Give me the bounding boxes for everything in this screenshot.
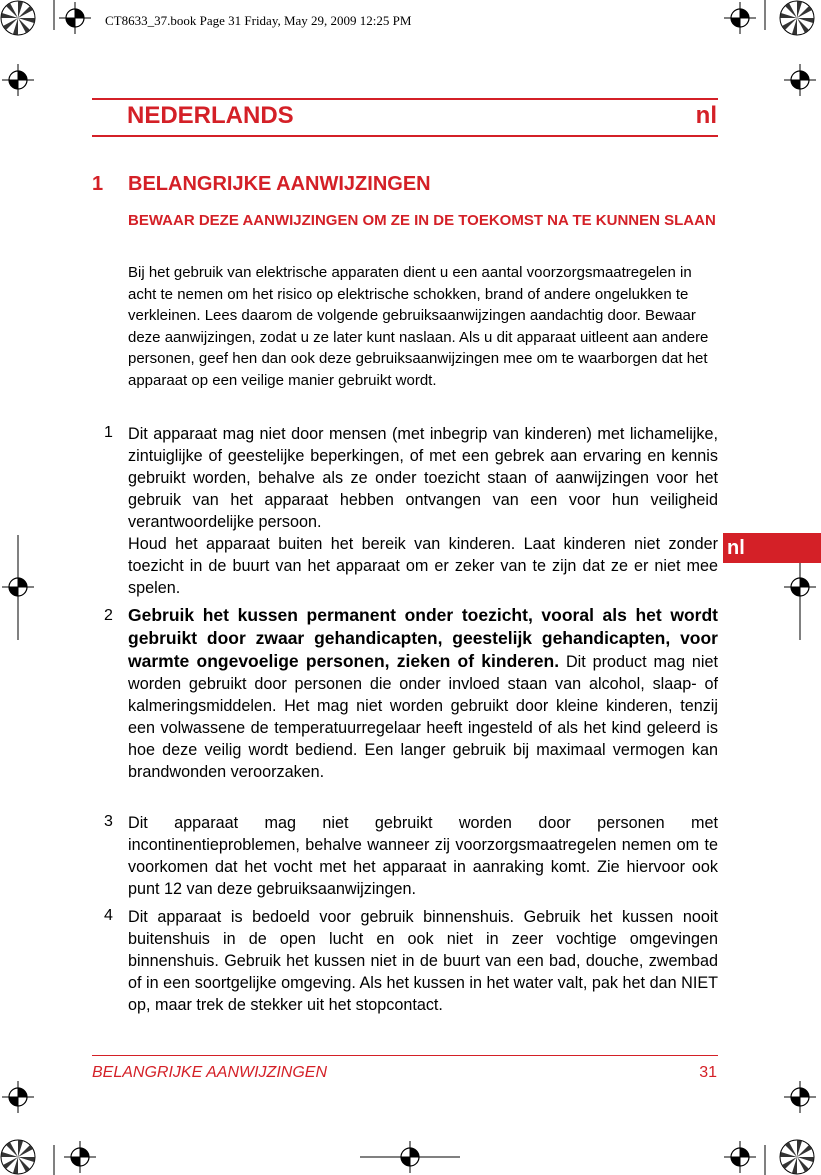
item-text: Dit apparaat mag niet gebruikt worden door personen met incontinentieproblemen, behalve wanneer zij voorzorgsmaatregelen nemen om te voorkomen dat het vocht met het apparaat in aanraking komt. Zie hiervoor ook punt 12 van deze gebruiksaanwijzingen. xyxy=(128,814,718,898)
print-slug: CT8633_37.book Page 31 Friday, May 29, 2009 12:25 PM xyxy=(105,13,412,28)
header-rule-bottom xyxy=(92,135,718,137)
registration-mark-icon xyxy=(2,64,34,96)
star-target-icon xyxy=(1,1140,35,1174)
footer-rule xyxy=(92,1055,718,1056)
item-number: 1 xyxy=(104,424,113,441)
section-number: 1 xyxy=(92,173,104,195)
list-item xyxy=(128,906,718,1016)
registration-mark-icon xyxy=(784,1081,816,1113)
list-item xyxy=(128,604,718,783)
section-title: BELANGRIJKE AANWIJZINGEN xyxy=(128,173,431,195)
item-number: 4 xyxy=(104,907,113,924)
list-item xyxy=(128,812,718,900)
list-item xyxy=(128,423,718,599)
star-target-icon xyxy=(780,1140,814,1174)
item-text: Dit product mag niet worden gebruikt door personen die onder invloed staan van alcohol, slaap- of kalmeringsmiddelen. Het mag niet worden gebruikt door kleine kinderen, tenzij een volwassene de temperatuurregelaar heeft ingesteld of als het kind geleerd is hoe deze veilig wordt bediend. Een langer gebruik bij maximaal vermogen kan brandwonden veroorzaken. xyxy=(128,653,719,781)
item-bold-lead: Gebruik het kussen permanent onder toezicht, vooral als het wordt gebruikt door zwaar gehandicapten, geestelijk gehandicapten, voor warmte ongevoelige personen, zieken of kinderen. xyxy=(128,605,718,671)
intro-paragraph: Bij het gebruik van elektrische apparaten dient u een aantal voorzorgsmaatregelen in acht te nemen om het risico op elektrische schokken, brand of andere ongelukken te verkleinen. Lees daarom de volgende gebruiksaanwijzingen aandachtig door. Bewaar deze aanwijzingen, zodat u ze later kunt naslaan. Als u dit apparaat uitleent aan andere personen, geef hen dan ook deze gebruiksaanwijzingen mee om te waarborgen dat het apparaat op een veilige manier gebruikt wordt. xyxy=(128,264,709,389)
registration-mark-icon xyxy=(724,1141,756,1173)
item-text: Dit apparaat mag niet door mensen (met inbegrip van kinderen) met lichamelijke, zintuiglijke of geestelijke beperkingen, of met een gebrek aan ervaring en kennis gebruikt worden, behalve als ze onder toezicht staan of aanwijzingen voor het gebruik van het apparaat hebben ontvangen van een voor hun veiligheid verantwoordelijke persoon. xyxy=(128,425,718,531)
registration-mark-icon xyxy=(59,2,91,34)
footer-section-title: BELANGRIJKE AANWIJZINGEN xyxy=(92,1064,327,1081)
item-number: 2 xyxy=(104,607,113,624)
item-text: Houd het apparaat buiten het bereik van kinderen. Laat kinderen niet zonder toezicht in de buurt van het apparaat om er zeker van te zijn dat ze er niet mee spelen. xyxy=(128,535,718,597)
page-number: 31 xyxy=(699,1064,717,1081)
header-language-code: nl xyxy=(695,102,717,129)
language-side-tab: nl xyxy=(723,533,821,563)
section-subheading: BEWAAR DEZE AANWIJZINGEN OM ZE IN DE TOEKOMST NA TE KUNNEN SLAAN xyxy=(128,212,716,229)
registration-mark-icon xyxy=(784,64,816,96)
header-rule-top xyxy=(92,98,718,100)
star-target-icon xyxy=(1,1,35,35)
registration-mark-icon xyxy=(2,1081,34,1113)
item-text: Dit apparaat is bedoeld voor gebruik binnenshuis. Gebruik het kussen nooit buitenshuis in de open lucht en ook niet in zeer vochtige omgevingen binnenshuis. Gebruik het kussen niet in de buurt van een bad, douche, zwembad of in een soortgelijke omgeving. Als het kussen in het water valt, pak het dan NIET op, maar trek de stekker uit het stopcontact. xyxy=(128,908,718,1014)
registration-mark-icon xyxy=(64,1141,96,1173)
header-title: NEDERLANDS xyxy=(127,102,294,129)
item-number: 3 xyxy=(104,813,113,830)
star-target-icon xyxy=(780,1,814,35)
registration-mark-icon xyxy=(724,2,756,34)
